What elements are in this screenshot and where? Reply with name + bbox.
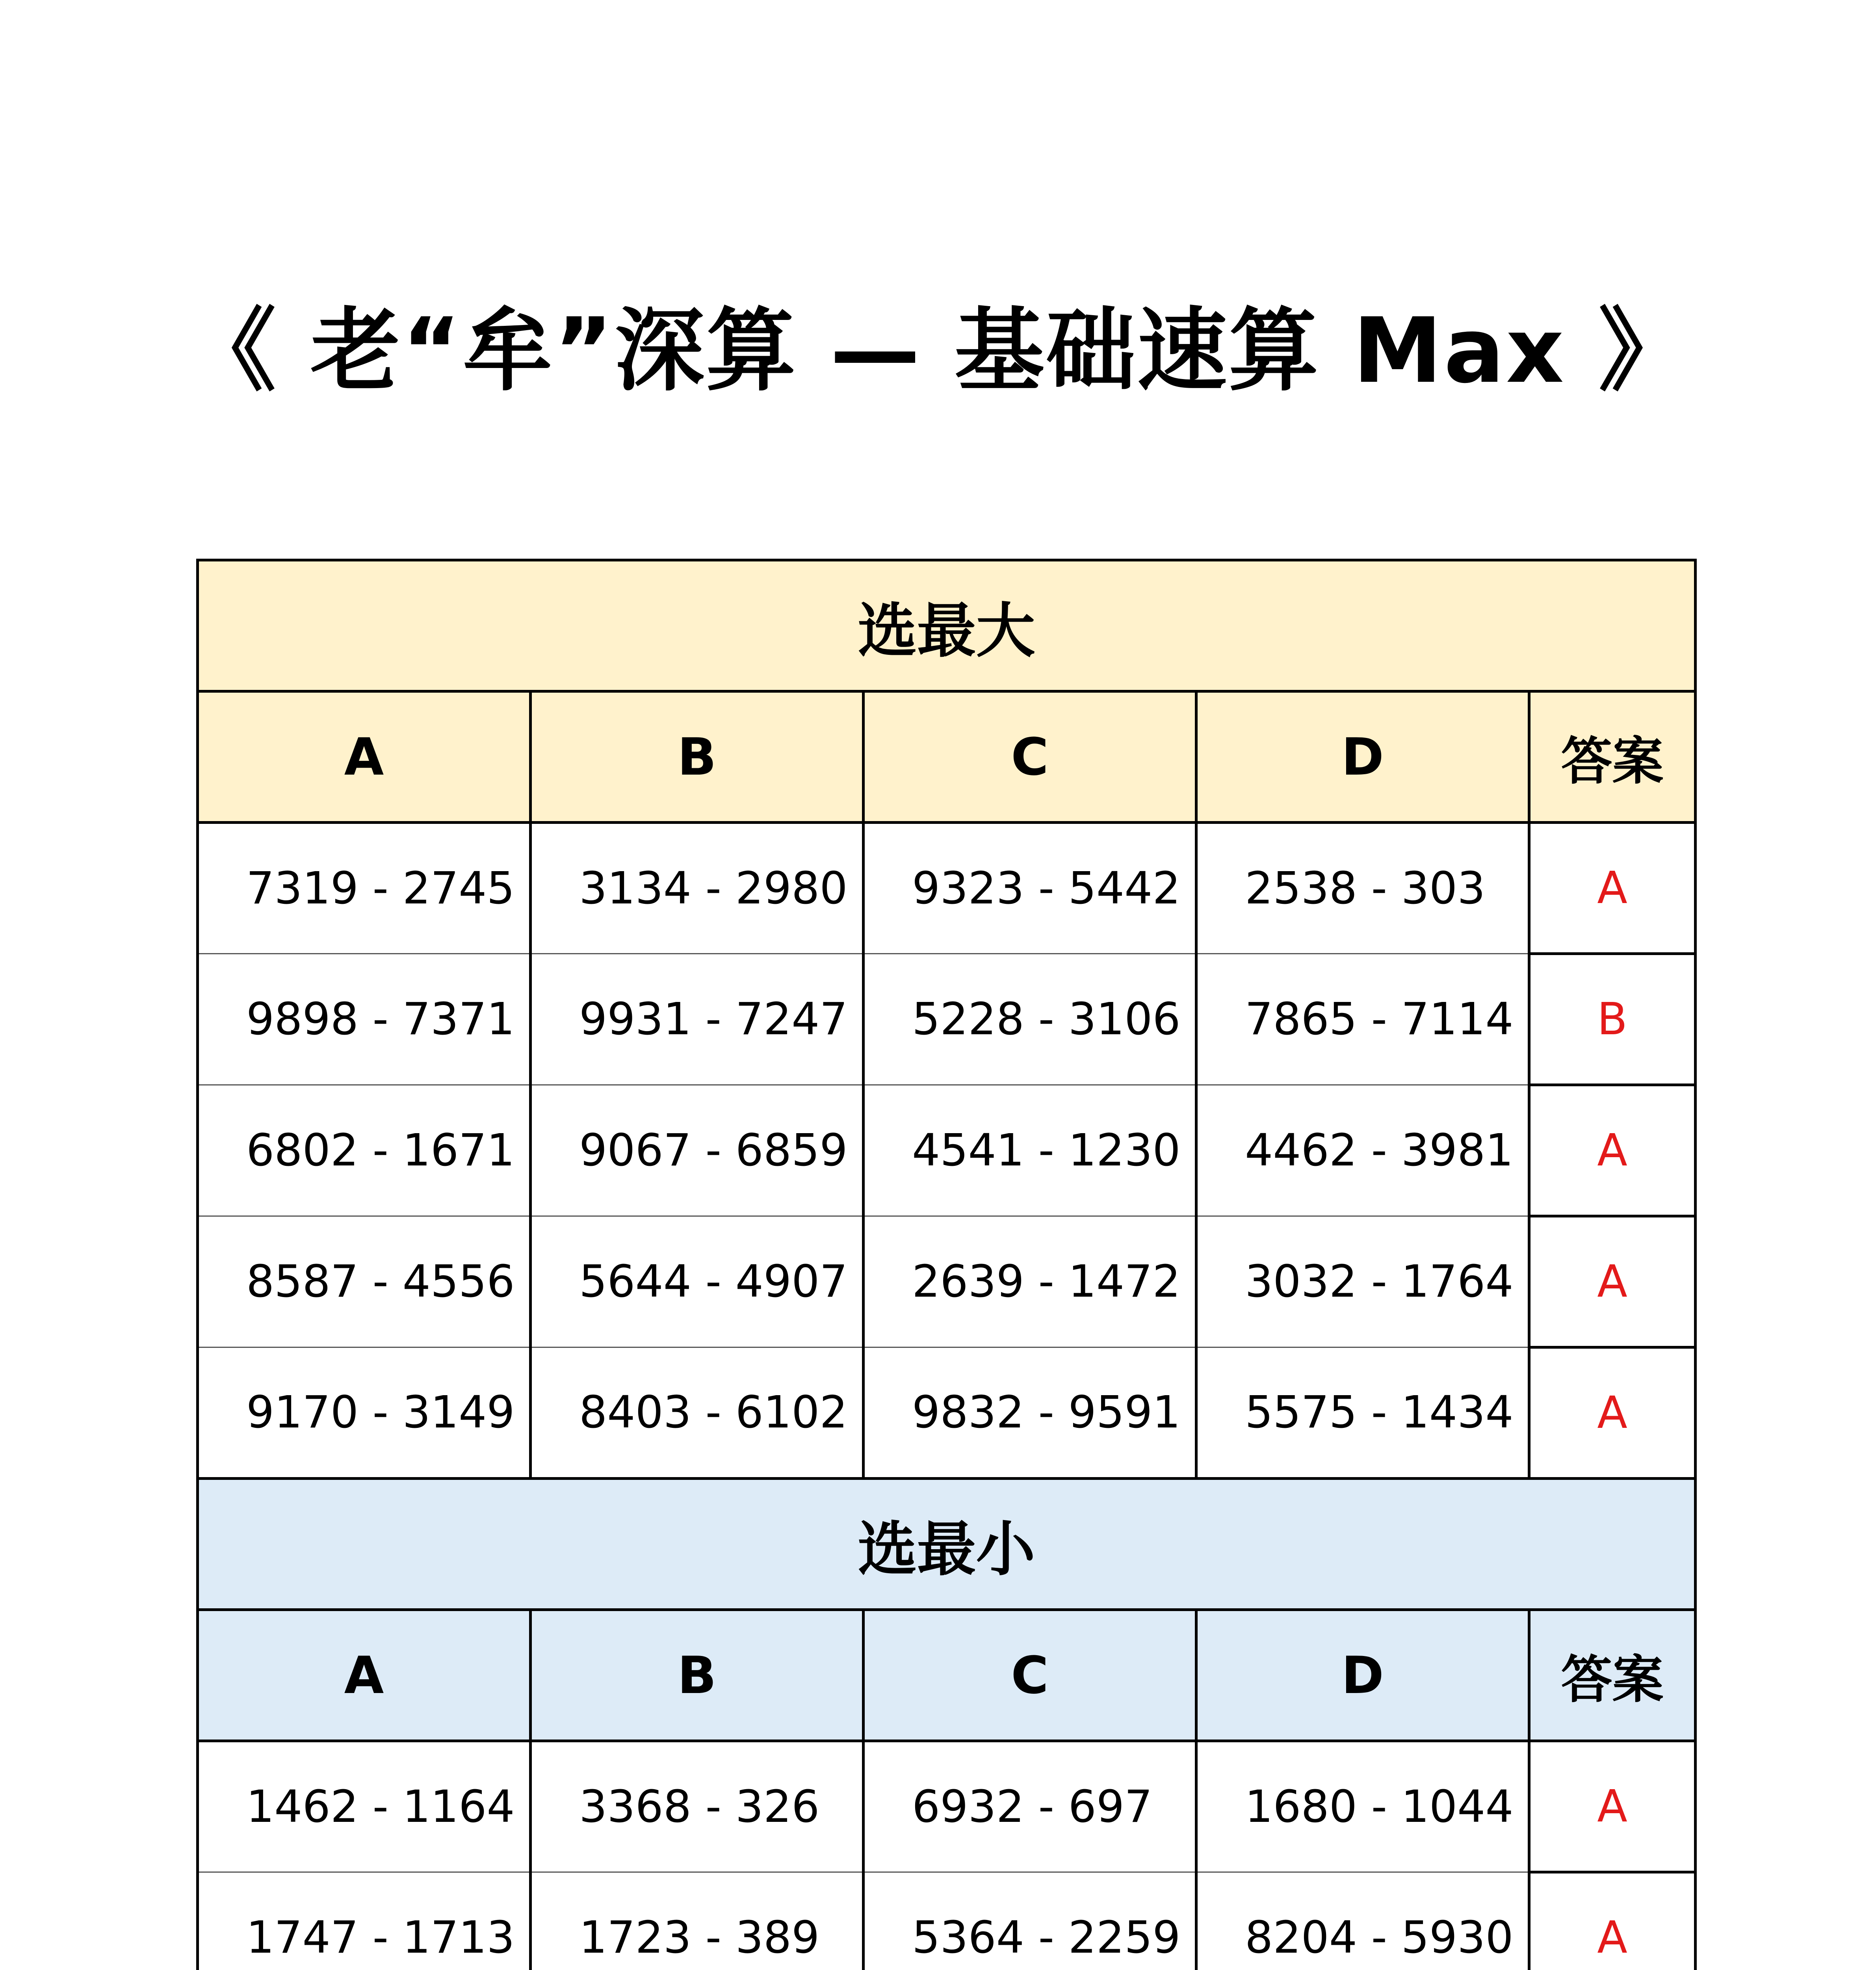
section-title-row <box>198 1479 1696 1610</box>
answer: A <box>1529 1216 1696 1347</box>
quiz-table <box>196 559 1697 1970</box>
column-header-row <box>198 691 1696 823</box>
option-a: 1747 - 1713 <box>198 1872 531 1970</box>
section-title-row <box>198 560 1696 691</box>
option-b: 9067 - 6859 <box>531 1085 864 1216</box>
option-c: 5364 - 2259 <box>864 1872 1196 1970</box>
section-max <box>198 560 1696 1479</box>
option-b: 9931 - 7247 <box>531 954 864 1085</box>
answer: A <box>1529 1872 1696 1970</box>
answer: A <box>1529 1085 1696 1216</box>
option-d: 7865 - 7114 <box>1196 954 1529 1085</box>
option-d: 2538 - 303 <box>1196 823 1529 954</box>
answer: A <box>1529 823 1696 954</box>
option-c: 2639 - 1472 <box>864 1216 1196 1347</box>
table-row <box>198 1741 1696 1872</box>
option-a: 7319 - 2745 <box>198 823 531 954</box>
section-title-max: 选最大 <box>198 560 1696 691</box>
table-row <box>198 1085 1696 1216</box>
col-header-b: B <box>531 1610 864 1741</box>
option-b: 3368 - 326 <box>531 1741 864 1872</box>
answer: A <box>1529 1347 1696 1479</box>
option-d: 3032 - 1764 <box>1196 1216 1529 1347</box>
table-row <box>198 954 1696 1085</box>
table-row <box>198 823 1696 954</box>
option-d: 8204 - 5930 <box>1196 1872 1529 1970</box>
table-row <box>198 1872 1696 1970</box>
option-a: 9898 - 7371 <box>198 954 531 1085</box>
option-a: 9170 - 3149 <box>198 1347 531 1479</box>
section-min <box>198 1479 1696 1970</box>
col-header-c: C <box>864 1610 1196 1741</box>
option-a: 1462 - 1164 <box>198 1741 531 1872</box>
col-header-a: A <box>198 691 531 823</box>
option-a: 6802 - 1671 <box>198 1085 531 1216</box>
table-row <box>198 1347 1696 1479</box>
option-c: 5228 - 3106 <box>864 954 1196 1085</box>
option-b: 1723 - 389 <box>531 1872 864 1970</box>
option-d: 1680 - 1044 <box>1196 1741 1529 1872</box>
option-a: 8587 - 4556 <box>198 1216 531 1347</box>
col-header-answer: 答案 <box>1529 691 1696 823</box>
option-d: 5575 - 1434 <box>1196 1347 1529 1479</box>
col-header-b: B <box>531 691 864 823</box>
col-header-answer: 答案 <box>1529 1610 1696 1741</box>
option-d: 4462 - 3981 <box>1196 1085 1529 1216</box>
option-b: 3134 - 2980 <box>531 823 864 954</box>
col-header-d: D <box>1196 691 1529 823</box>
section-title-min: 选最小 <box>198 1479 1696 1610</box>
col-header-d: D <box>1196 1610 1529 1741</box>
option-c: 4541 - 1230 <box>864 1085 1196 1216</box>
table-row <box>198 1216 1696 1347</box>
option-c: 9832 - 9591 <box>864 1347 1196 1479</box>
page-title: 《 老“牟”深算 — 基础速算 Max 》 <box>186 298 1690 403</box>
col-header-a: A <box>198 1610 531 1741</box>
option-b: 5644 - 4907 <box>531 1216 864 1347</box>
option-b: 8403 - 6102 <box>531 1347 864 1479</box>
option-c: 6932 - 697 <box>864 1741 1196 1872</box>
option-c: 9323 - 5442 <box>864 823 1196 954</box>
answer: A <box>1529 1741 1696 1872</box>
column-header-row <box>198 1610 1696 1741</box>
col-header-c: C <box>864 691 1196 823</box>
answer: B <box>1529 954 1696 1085</box>
